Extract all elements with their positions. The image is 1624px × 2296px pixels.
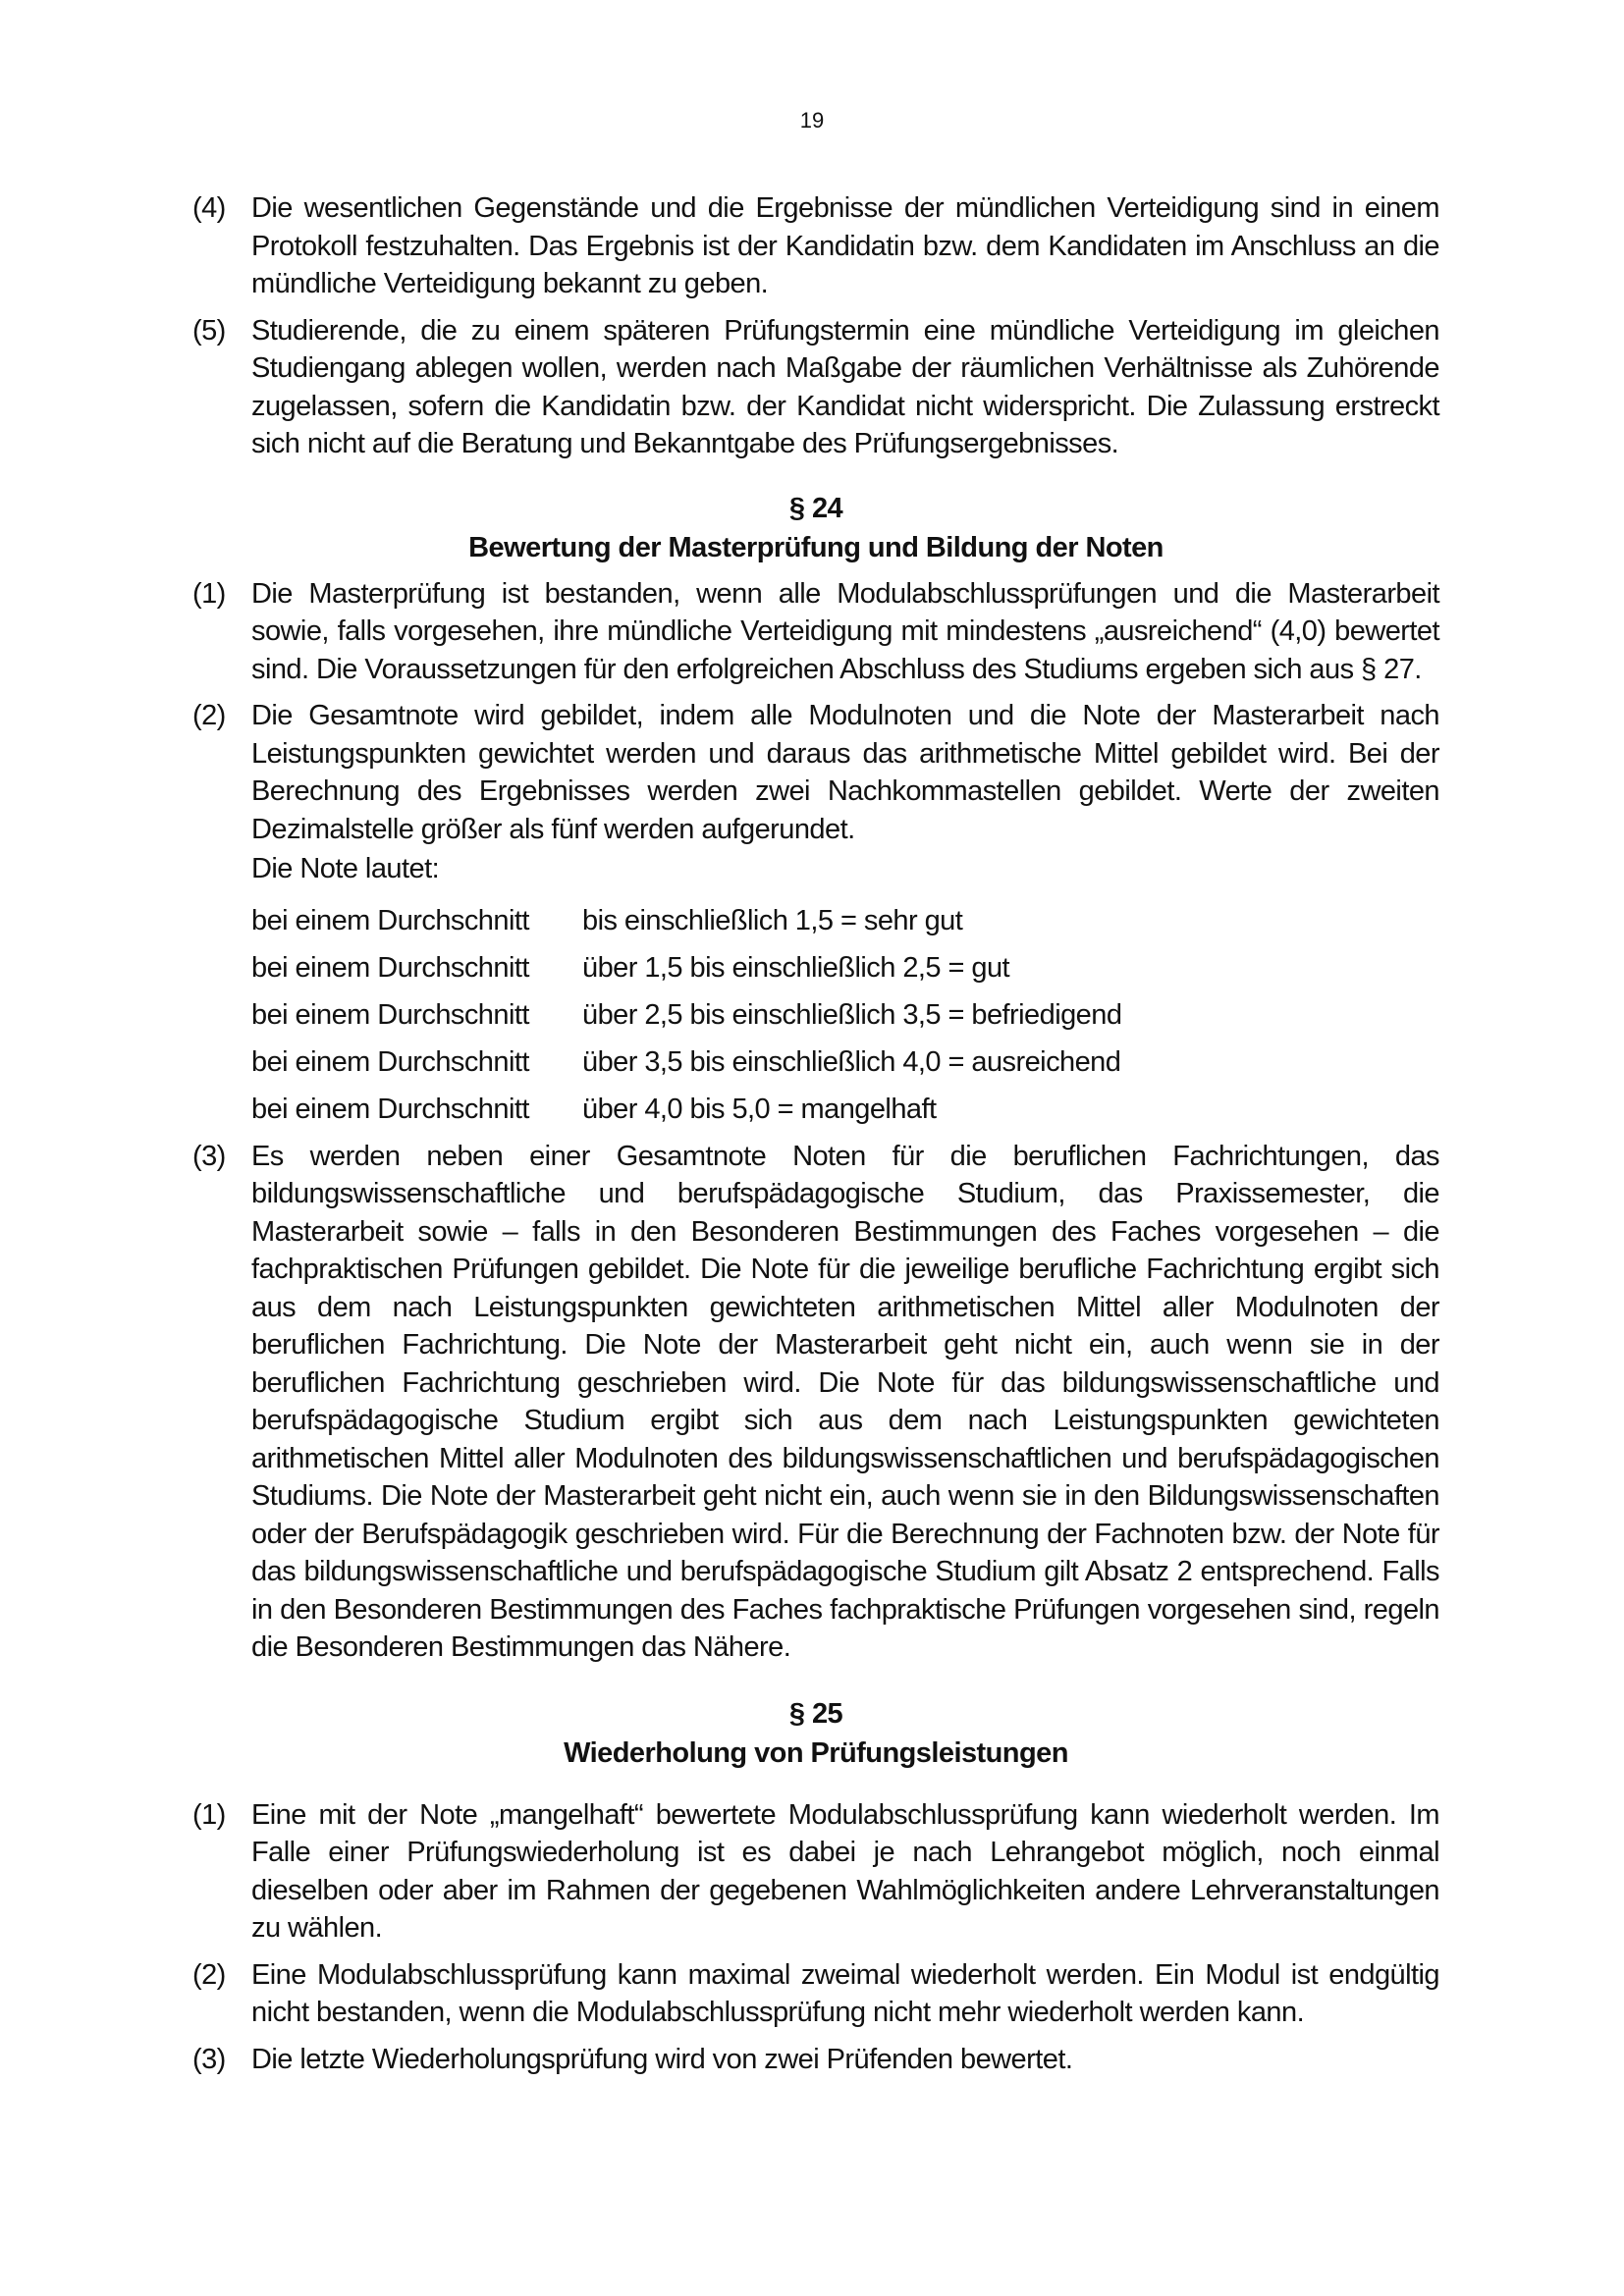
grade-value: bis einschließlich 1,5 = sehr gut <box>582 905 963 937</box>
paragraph-text: Die Gesamtnote wird gebildet, indem alle Modulnoten und die Note der Masterarbeit nach Leistungspunkten gewichtet werden und daraus das arithmetische Mittel gebildet wird. Bei der Berechnung des Ergebnisses werden zwei Nachkommastellen gebildet. Werte der zweiten Dezimalstelle größer als fünf werden aufgerundet. <box>251 700 1439 845</box>
document-body <box>192 189 1439 2087</box>
paragraph-text: Eine Modulabschlussprüfung kann maximal zweimal wiederholt werden. Ein Modul ist endgültig nicht bestanden, wenn die Modulabschlussprüfung nicht mehr wiederholt werden kann. <box>251 1958 1439 2028</box>
grade-label: bei einem Durchschnitt <box>251 1094 529 1126</box>
grade-value: über 1,5 bis einschließlich 2,5 = gut <box>582 952 1010 985</box>
section-25-heading <box>192 1694 1439 1773</box>
paragraph-number: (2) <box>192 700 226 731</box>
grade-row <box>192 1040 1439 1087</box>
grade-label: bei einem Durchschnitt <box>251 905 529 937</box>
paragraph-text: Es werden neben einer Gesamtnote Noten für die beruflichen Fachrichtungen, das bildungswissenschaftliche und berufspädagogische Studium, das Praxissemester, die Masterarbeit sowie – falls in den Besonderen Bestimmungen des Faches vorgesehen – die fachpraktischen Prüfungen gebildet. Die Note für die jeweilige berufliche Fachrichtung ergibt sich aus dem nach Leistungspunkten gewichteten arithmetischen Mittel aller Modulnoten der beruflichen Fachrichtung. Die Note der Masterarbeit geht nicht ein, auch wenn sie in der beruflichen Fachrichtung geschrieben wird. Die Note für das bildungswissenschaftliche und berufspädagogische Studium ergibt sich aus dem nach Leistungspunkten gewichteten arithmetischen Mittel aller Modulnoten des bildungswissenschaftlichen und berufspädagogischen Studiums. Die Note der Masterarbeit geht nicht ein, auch wenn sie in den Bildungswissenschaften oder der Berufspädagogik geschrieben wird. Für die Berechnung der Fachnoten bzw. der Note für das bildungswissenschaftliche und berufspädagogische Studium gilt Absatz 2 entsprechend. Falls in den Besonderen Bestimmungen des Faches fachpraktische Prüfungen vorgesehen sind, regeln die Besonderen Bestimmungen das Nähere. <box>251 1140 1439 1663</box>
paragraph-number: (3) <box>192 2043 226 2075</box>
grade-label: bei einem Durchschnitt <box>251 1046 529 1079</box>
grade-row <box>192 945 1439 992</box>
paragraph-number: (1) <box>192 1798 226 1831</box>
section-24-paragraph-1 <box>192 575 1439 689</box>
paragraph-5 <box>192 312 1439 463</box>
section-25-paragraph-1 <box>192 1796 1439 1948</box>
grade-label: bei einem Durchschnitt <box>251 999 529 1032</box>
paragraph-text: Eine mit der Note „mangelhaft“ bewertete Modulabschlussprüfung kann wiederholt werden. Im Falle einer Prüfungswiederholung ist es dabei je nach Lehrangebot möglich, noch einmal dieselben oder aber im Rahmen der gegebenen Wahlmöglichkeiten andere Lehrveranstaltungen zu wählen. <box>251 1798 1439 1944</box>
grade-label: bei einem Durchschnitt <box>251 952 529 985</box>
paragraph-text: Studierende, die zu einem späteren Prüfungstermin eine mündliche Verteidigung im gleichen Studiengang ablegen wollen, werden nach Maßgabe der räumlichen Verhältnisse als Zuhörende zugelassen, sofern die Kandidatin bzw. der Kandidat nicht widerspricht. Die Zulassung erstreckt sich nicht auf die Beratung und Bekanntgabe des Prüfungsergebnisses. <box>251 314 1439 459</box>
grade-value: über 4,0 bis 5,0 = mangelhaft <box>582 1094 937 1126</box>
section-number: § 24 <box>788 492 843 524</box>
paragraph-number: (5) <box>192 314 226 347</box>
paragraph-number: (3) <box>192 1140 226 1172</box>
grade-intro: Die Note lautet: <box>251 853 440 884</box>
section-24-heading <box>192 489 1439 567</box>
section-25-paragraph-2 <box>192 1956 1439 2032</box>
paragraph-number: (1) <box>192 577 226 610</box>
section-title: Bewertung der Masterprüfung und Bildung der Noten <box>468 531 1164 563</box>
paragraph-4 <box>192 189 1439 303</box>
section-number: § 25 <box>788 1697 843 1730</box>
paragraph-number: (4) <box>192 192 226 224</box>
grade-row <box>192 1087 1439 1134</box>
grade-scale <box>192 898 1439 1134</box>
paragraph-text: Die wesentlichen Gegenstände und die Ergebnisse der mündlichen Verteidigung sind in einem Protokoll festzuhalten. Das Ergebnis ist der Kandidatin bzw. dem Kandidaten im Anschluss an die mündliche Verteidigung bekannt zu geben. <box>251 192 1439 299</box>
grade-row <box>192 992 1439 1040</box>
grade-row <box>192 898 1439 945</box>
grade-value: über 3,5 bis einschließlich 4,0 = ausreichend <box>582 1046 1121 1079</box>
section-25-paragraph-3 <box>192 2041 1439 2079</box>
section-title: Wiederholung von Prüfungsleistungen <box>564 1736 1068 1769</box>
section-24-paragraph-2 <box>192 697 1439 848</box>
paragraph-text: Die letzte Wiederholungsprüfung wird von zwei Prüfenden bewertet. <box>251 2043 1073 2075</box>
grade-value: über 2,5 bis einschließlich 3,5 = befriedigend <box>582 999 1122 1032</box>
section-24-paragraph-3 <box>192 1138 1439 1667</box>
paragraph-text: Die Masterprüfung ist bestanden, wenn alle Modulabschlussprüfungen und die Masterarbeit sowie, falls vorgesehen, ihre mündliche Verteidigung mit mindestens „ausreichend“ (4,0) bewertet sind. Die Voraussetzungen für den erfolgreichen Abschluss des Studiums ergeben sich aus § 27. <box>251 577 1439 685</box>
page-number: 19 <box>799 108 825 133</box>
paragraph-number: (2) <box>192 1958 226 1991</box>
